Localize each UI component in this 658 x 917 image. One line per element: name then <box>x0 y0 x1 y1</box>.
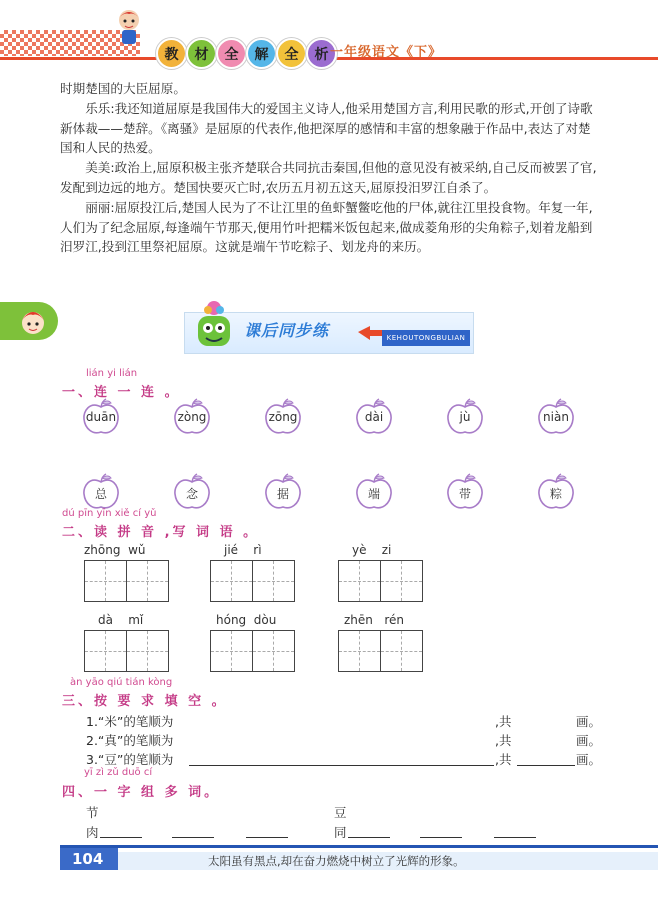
apple-label: duān <box>85 410 117 424</box>
passage-paragraph-lili: 丽丽:屈原投江后,楚国人民为了不让江里的鱼虾蟹鳖吃他的尸体,就往江里投食物。年复一年,人们为了纪念屈原,每逢端午节那天,便用竹叶把糯米饭包起来,做成菱角形的尖角粽子,划着龙船到汨罗江,投到江里祭祀屈原。这就是端午节吃粽子、划龙舟的来历。 <box>60 199 593 255</box>
header-title-char: 全 <box>276 38 307 69</box>
section4-pinyin: yī zì zǔ duō cí <box>84 767 153 778</box>
character-apple <box>262 472 304 516</box>
character-apple <box>353 472 395 516</box>
footer-divider <box>60 845 658 848</box>
word-pinyin: hóng dòu <box>216 613 277 627</box>
stroke-order-question-2 <box>86 731 606 749</box>
pinyin-apple <box>262 397 304 441</box>
question-1-gong: ,共 <box>495 714 512 729</box>
section2-pinyin: dú pīn yīn xiě cí yǔ <box>62 508 157 519</box>
writing-box[interactable] <box>380 560 423 602</box>
question-2-text: 2.“真”的笔顺为 <box>86 733 174 748</box>
character-apple <box>535 472 577 516</box>
question-1-hua: 画。 <box>576 714 602 729</box>
banner-tag: KEHOUTONGBULIAN <box>382 330 470 346</box>
apple-label: 总 <box>94 487 107 501</box>
footer-motto: 太阳虽有黑点,却在奋力燃烧中树立了光辉的形象。 <box>208 854 465 868</box>
passage-paragraph-meimei: 美美:政治上,屈原积极主张齐楚联合共同抗击秦国,但他的意见没有被采纳,自己反而被罢了官,发配到边远的地方。楚国快要灭亡时,农历五月初五这天,屈原投汨罗江自杀了。 <box>60 160 597 195</box>
word-blank[interactable] <box>246 823 288 838</box>
word-char-rou: 肉 <box>86 825 99 840</box>
word-pinyin: zhēn rén <box>344 613 404 627</box>
apple-label: 粽 <box>549 487 562 501</box>
writing-box[interactable] <box>338 560 381 602</box>
apple-label: zòng <box>177 410 207 424</box>
header-title-char: 教 <box>156 38 187 69</box>
apple-label: dài <box>364 410 384 424</box>
page-number: 104 <box>72 850 104 868</box>
writing-box[interactable] <box>84 630 127 672</box>
writing-box[interactable] <box>210 560 253 602</box>
pinyin-apple <box>444 397 486 441</box>
word-char-dou: 豆 <box>334 805 347 820</box>
question-2-gong: ,共 <box>495 733 512 748</box>
answer-blank-strokes-3[interactable] <box>189 750 494 766</box>
header-title-char: 析 <box>306 38 337 69</box>
answer-blank-count-3[interactable] <box>517 750 575 766</box>
section2-title: 二、读 拼 音 ,写 词 语 。 <box>62 525 260 540</box>
writing-box[interactable] <box>380 630 423 672</box>
section3-title: 三、按 要 求 填 空 。 <box>62 694 228 709</box>
header-title-char: 全 <box>216 38 247 69</box>
passage-paragraph-lele: 乐乐:我还知道屈原是我国伟大的爱国主义诗人,他采用楚国方言,利用民歌的形式,开创了诗歌新体裁——楚辞。《离骚》是屈原的代表作,他把深厚的感情和丰富的想象融于作品中,表达了对楚国和人民的热爱。 <box>60 100 593 156</box>
apple-label: 带 <box>458 487 471 501</box>
question-3-gong: ,共 <box>495 752 512 767</box>
section4-title: 四、一 字 组 多 词。 <box>62 785 221 800</box>
mascot-face-icon <box>18 304 48 338</box>
writing-box[interactable] <box>252 630 295 672</box>
writing-box[interactable] <box>126 630 169 672</box>
apple-label: jù <box>459 410 471 424</box>
section3-pinyin: àn yāo qiú tián kòng <box>70 677 173 688</box>
word-pinyin: dà mǐ <box>98 613 144 627</box>
pinyin-apple <box>80 397 122 441</box>
header-subtitle: 一年级语文《下》 <box>330 45 443 60</box>
apple-label: 念 <box>185 487 198 501</box>
passage <box>60 79 600 257</box>
green-monster-icon <box>190 298 238 354</box>
stroke-order-question-1 <box>86 712 606 730</box>
header-title-char: 解 <box>246 38 277 69</box>
word-pinyin: jié rì <box>224 543 262 557</box>
character-apple <box>171 472 213 516</box>
stroke-order-question-3 <box>86 750 606 768</box>
pointing-hand-icon <box>356 318 384 346</box>
word-blank[interactable] <box>100 823 142 838</box>
character-apple <box>444 472 486 516</box>
writing-box[interactable] <box>84 560 127 602</box>
pinyin-apple <box>353 397 395 441</box>
apple-label: 端 <box>367 487 380 501</box>
passage-line-1: 时期楚国的大臣屈原。 <box>60 81 186 96</box>
apple-label: 据 <box>276 487 289 501</box>
apple-label: niàn <box>543 410 569 424</box>
writing-box[interactable] <box>210 630 253 672</box>
banner-title: 课后同步练 <box>244 321 330 340</box>
question-1-text: 1.“米”的笔顺为 <box>86 714 174 729</box>
mascot-girl-icon <box>112 6 146 46</box>
writing-box[interactable] <box>252 560 295 602</box>
word-pinyin: yè zi <box>352 543 392 557</box>
word-blank[interactable] <box>494 823 536 838</box>
word-char-jie: 节 <box>86 805 99 820</box>
question-2-hua: 画。 <box>576 733 602 748</box>
word-blank[interactable] <box>348 823 390 838</box>
question-3-text: 3.“豆”的笔顺为 <box>86 752 174 767</box>
question-3-hua: 画。 <box>576 752 602 767</box>
pinyin-apple <box>535 397 577 441</box>
apple-label: zōng <box>268 410 298 424</box>
header-title-char: 材 <box>186 38 217 69</box>
word-pinyin: zhōng wǔ <box>84 543 146 557</box>
section1-pinyin: lián yi lián <box>86 368 138 379</box>
writing-box[interactable] <box>338 630 381 672</box>
word-blank[interactable] <box>172 823 214 838</box>
pinyin-apple <box>171 397 213 441</box>
word-blank[interactable] <box>420 823 462 838</box>
word-char-tong: 同 <box>334 825 347 840</box>
section1-title: 一、连 一 连 。 <box>62 385 181 400</box>
writing-box[interactable] <box>126 560 169 602</box>
